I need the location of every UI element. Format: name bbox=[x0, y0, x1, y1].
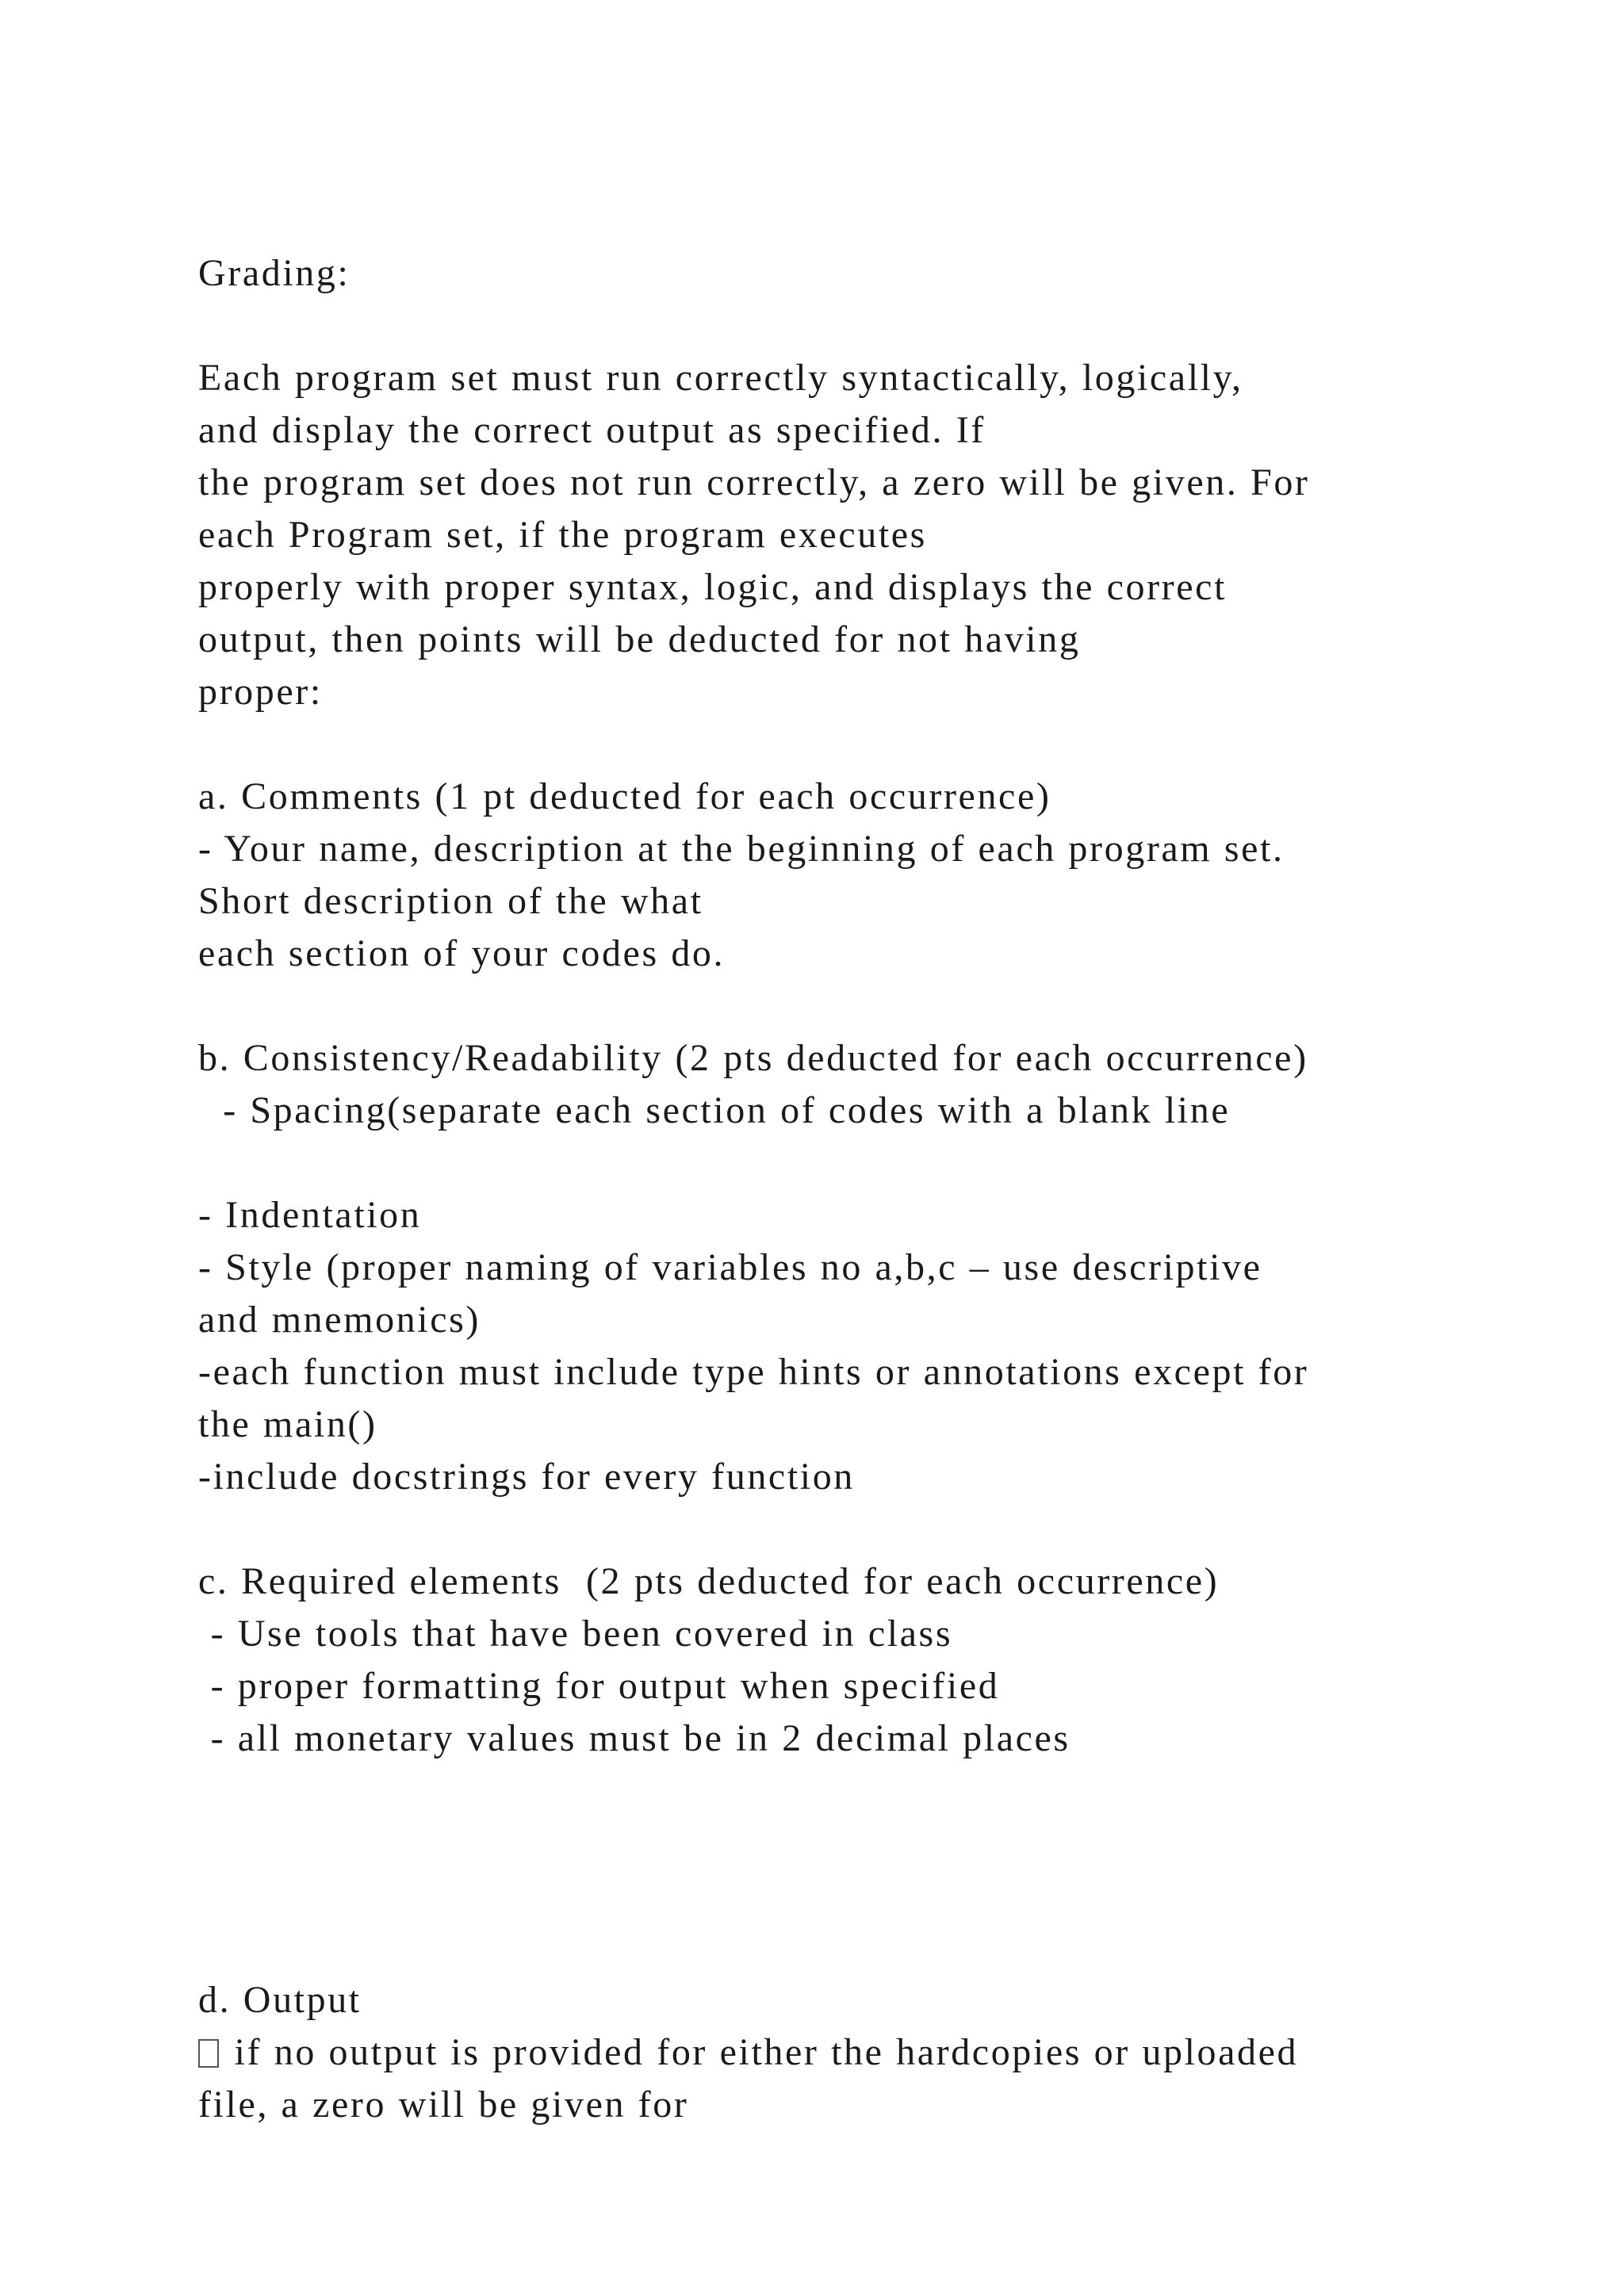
intro-line: and display the correct output as specified. If bbox=[198, 409, 986, 451]
section-a-line: - Your name, description at the beginning of each program set. bbox=[198, 828, 1285, 870]
section-d-output bbox=[198, 1974, 1530, 2131]
blank-gap bbox=[198, 1765, 1530, 1974]
section-d-continuation: file, a zero will be given for bbox=[198, 2084, 689, 2126]
section-b-title: b. Consistency/Readability (2 pts deducted for each occurrence) bbox=[198, 1037, 1308, 1079]
section-a-line: Short description of the what bbox=[198, 880, 703, 922]
section-b-line: -include docstrings for every function bbox=[198, 1456, 855, 1498]
blank-line bbox=[198, 300, 1530, 352]
intro-paragraph bbox=[198, 352, 1530, 718]
intro-line: Each program set must run correctly syntactically, logically, bbox=[198, 357, 1243, 399]
section-c-line: - Use tools that have been covered in class bbox=[198, 1613, 953, 1655]
section-b-line: and mnemonics) bbox=[198, 1299, 481, 1341]
section-a-comments bbox=[198, 771, 1530, 980]
section-c-required-elements bbox=[198, 1556, 1530, 1765]
blank-line bbox=[198, 1503, 1530, 1556]
section-d-bullet-line bbox=[198, 2026, 1530, 2079]
section-b-line: - Indentation bbox=[198, 1194, 422, 1236]
blank-line bbox=[198, 718, 1530, 771]
section-a-line: each section of your codes do. bbox=[198, 932, 726, 974]
missing-glyph-box-icon bbox=[198, 2039, 219, 2068]
section-c-title: c. Required elements (2 pts deducted for each occurrence) bbox=[198, 1560, 1220, 1602]
section-b-spacing-line: - Spacing(separate each section of codes with a blank line bbox=[198, 1089, 1231, 1131]
section-c-line: - all monetary values must be in 2 decimal places bbox=[198, 1717, 1071, 1759]
intro-line: properly with proper syntax, logic, and displays the correct bbox=[198, 566, 1228, 608]
intro-line: each Program set, if the program executes bbox=[198, 514, 927, 556]
section-a-title: a. Comments (1 pt deducted for each occurrence) bbox=[198, 775, 1051, 817]
section-d-bullet-text: if no output is provided for either the hardcopies or uploaded bbox=[222, 2031, 1299, 2073]
section-c-line: - proper formatting for output when specified bbox=[198, 1665, 1000, 1707]
section-b-line: the main() bbox=[198, 1403, 377, 1445]
intro-line: the program set does not run correctly, a zero will be given. For bbox=[198, 461, 1310, 503]
blank-line bbox=[198, 1137, 1530, 1189]
page-heading: Grading: bbox=[198, 252, 350, 294]
blank-line bbox=[198, 980, 1530, 1032]
intro-line: proper: bbox=[198, 671, 323, 713]
document-page bbox=[198, 247, 1530, 2131]
section-b-line: -each function must include type hints or annotations except for bbox=[198, 1351, 1309, 1393]
intro-line: output, then points will be deducted for not having bbox=[198, 618, 1081, 660]
section-d-title: d. Output bbox=[198, 1979, 362, 2021]
section-b-line: - Style (proper naming of variables no a,b,c – use descriptive bbox=[198, 1246, 1262, 1288]
section-b-consistency bbox=[198, 1032, 1530, 1503]
